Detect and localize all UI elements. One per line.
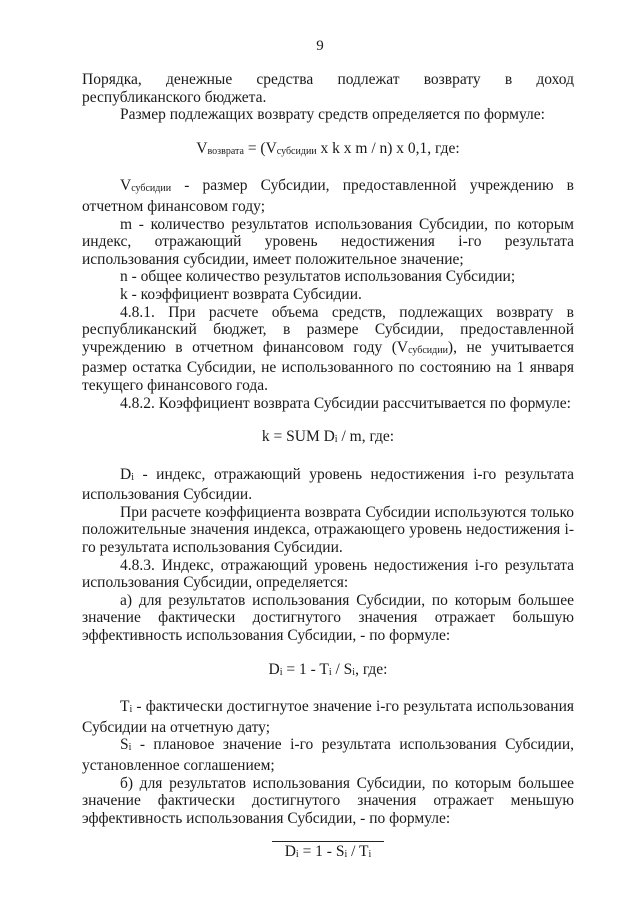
paragraph: а) для результатов использования Субсидии, по которым большее значение фактически достигнутого значения отражает большую эффективность использования Субсидии, - по формуле: — [82, 591, 574, 645]
paragraph: б) для результатов использования Субсидии, по которым большее значение фактически достигнутого значения отражает меньшую эффективность использования Субсидии, - по формуле: — [82, 774, 574, 827]
paragraph: Размер подлежащих возврату средств определяется по формуле: — [120, 106, 545, 124]
document-body — [82, 71, 574, 864]
paragraph: 4.8.3. Индекс, отражающий уровень недостижения i-го результата использования Субсидии, определяется: — [82, 556, 574, 592]
paragraph: Порядка, денежные средства подлежат возврату в доход республиканского бюджета. — [82, 71, 574, 106]
paragraph: Si - плановое значение i-го результата использования Субсидии, установленное соглашением; — [82, 736, 574, 774]
paragraph: Vсубсидии - размер Субсидии, предоставленной учреждению в отчетном финансовом году; — [82, 177, 574, 215]
formula-index-a: Di = 1 - Ti / Si, где: — [268, 660, 388, 678]
formula-coefficient: k = SUM Di / m, где: — [261, 428, 395, 446]
paragraph: 4.8.1. При расчете объема средств, подлежащих возврату в республиканский бюджет, в размере Субсидии, предоставленной учреждению в отчетном финансовом году (Vсубсидии), не учитывается размер остатка Субсидии, не использованного по состоянию на 1 января текущего финансового года. — [82, 303, 574, 394]
end-rule — [272, 841, 384, 842]
paragraph: m - количество результатов использования Субсидии, по которым индекс, отражающий уровень недостижения i-го результата использования субсидии, имеет положительное значение; — [82, 215, 574, 268]
paragraph: n - общее количество результатов использования Субсидии; — [120, 268, 516, 286]
page-number: 9 — [316, 38, 324, 54]
formula-index-b: Di = 1 - Si / Ti — [284, 843, 372, 861]
paragraph: Di - индекс, отражающий уровень недостижения i-го результата использования Субсидии. — [82, 465, 574, 504]
formula-volume: Vвозврата = (Vсубсидии x k x m / n) x 0,1, где: — [196, 139, 460, 157]
paragraph: k - коэффициент возврата Субсидии. — [120, 285, 362, 303]
paragraph: Ti - фактически достигнутое значение i-го результата использования Субсидии на отчетную дату; — [82, 698, 574, 736]
paragraph: При расчете коэффициента возврата Субсидии используются только положительные значения индекса, отражающего уровень недостижения i-го результата использования Субсидии. — [82, 503, 574, 557]
paragraph: 4.8.2. Коэффициент возврата Субсидии рассчитывается по формуле: — [120, 394, 571, 412]
